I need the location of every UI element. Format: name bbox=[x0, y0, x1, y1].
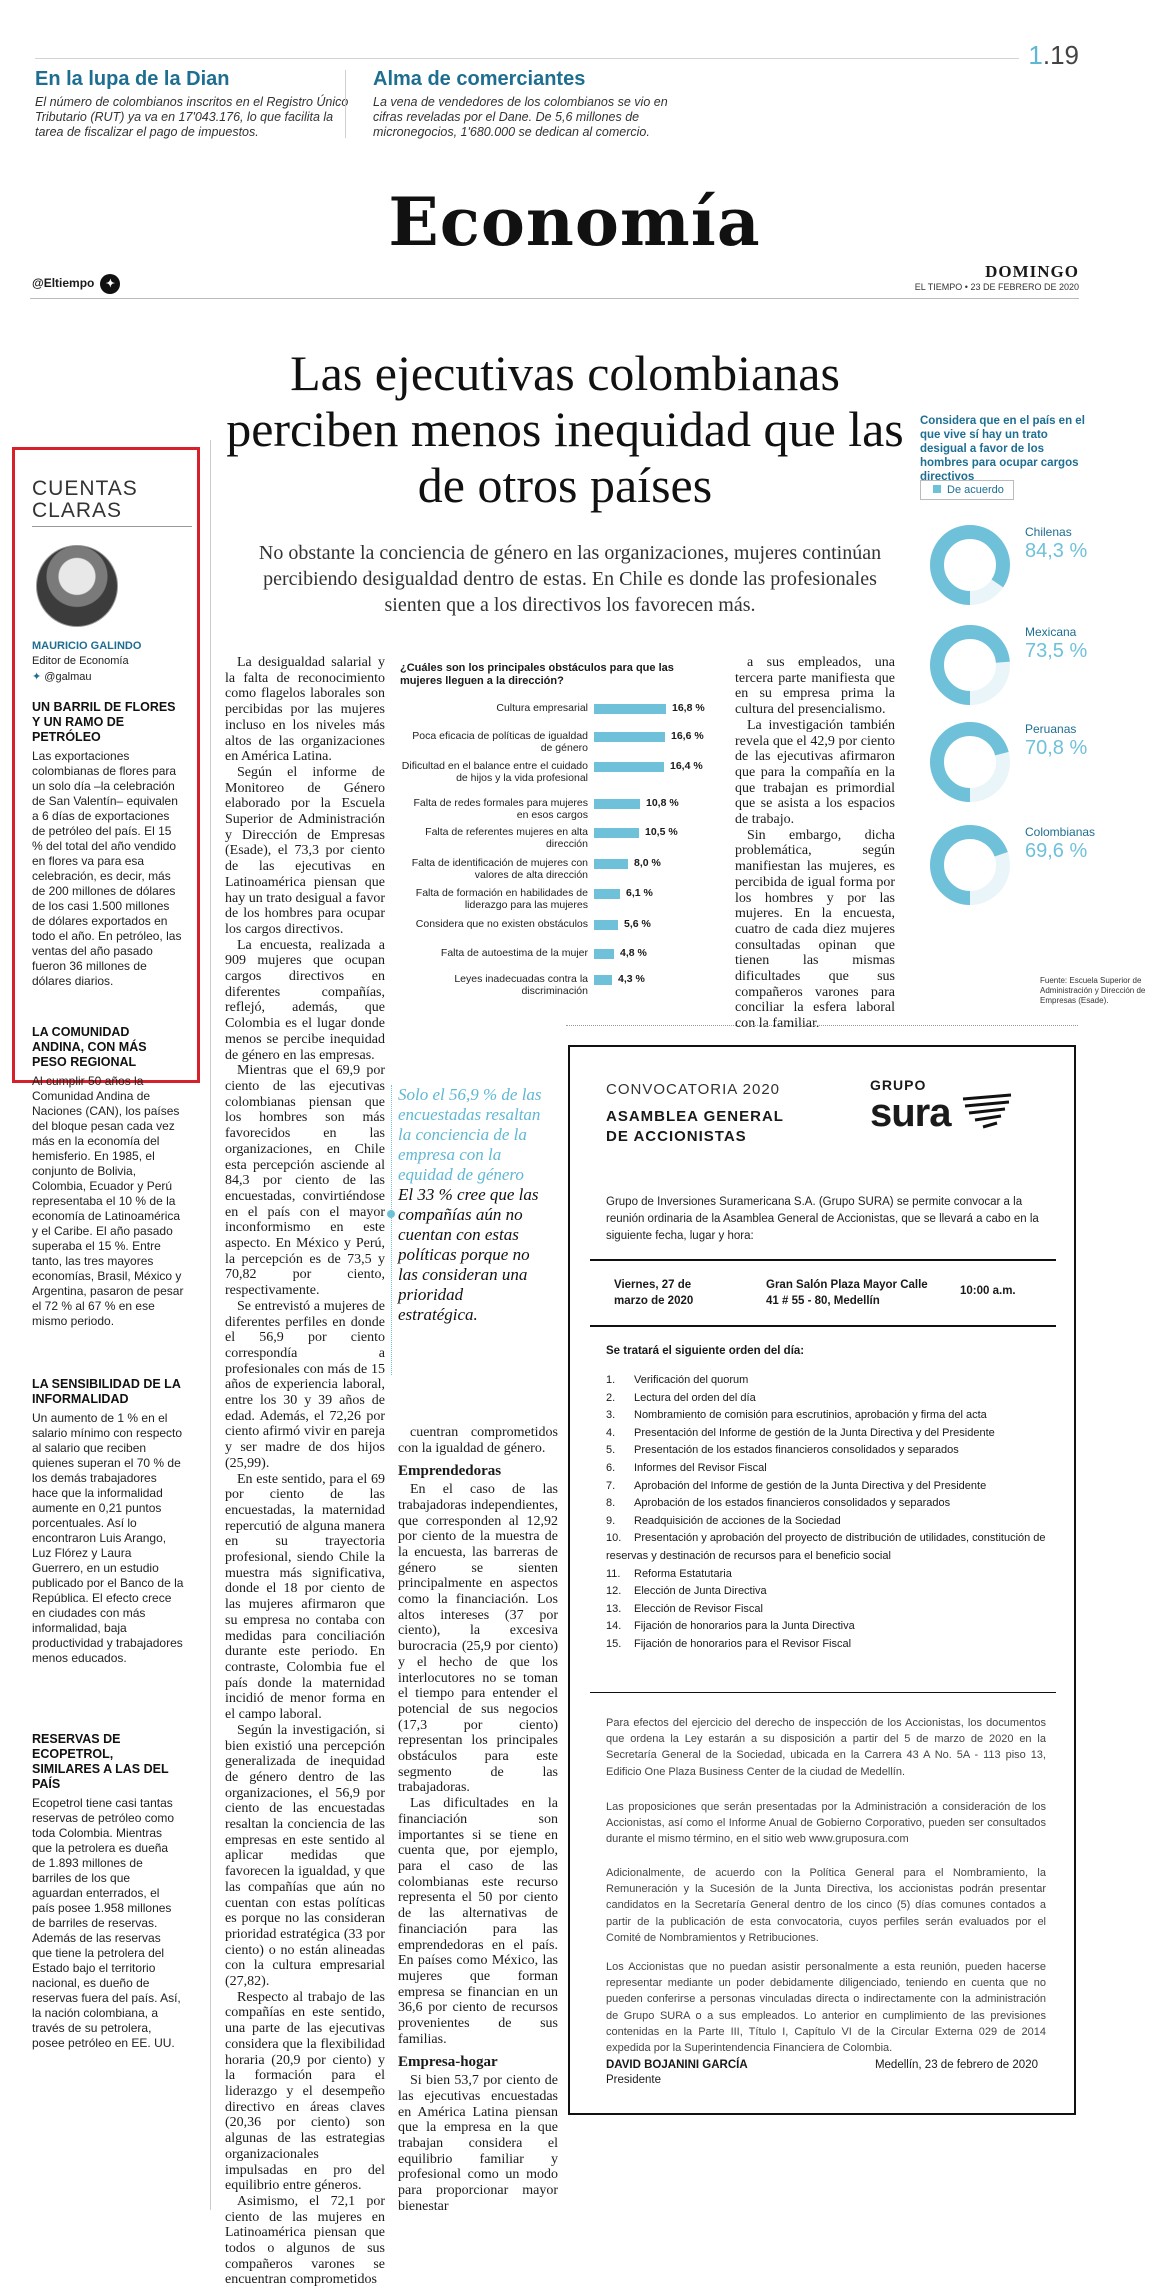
bar-label: Dificultad en el balance entre el cuidado de hijos y la vida profesional bbox=[401, 760, 588, 784]
agenda-item-text: Aprobación de los estados financieros consolidados y separados bbox=[634, 1497, 951, 1510]
agenda-item-text: Nombramiento de comisión para escrutinios, aprobación y firma del acta bbox=[634, 1409, 987, 1422]
agenda-item-number: 15. bbox=[606, 1637, 622, 1650]
article-column-1 bbox=[225, 655, 385, 2288]
teaser-text: La vena de vendedores de los colombianos se vio en cifras reveladas por el Dane. De 5,6 millones de micronegocios, 1'680.000 se dedican al comercio. bbox=[373, 95, 668, 139]
bar bbox=[594, 704, 666, 714]
article-paragraph: Si bien 53,7 por ciento de las ejecutivas encuestadas en América Latina piensan que la empresa en la que trabajan considera el equilibrio familiar y profesional como un modo para proporcionar mayor bienestar bbox=[398, 2073, 558, 2214]
bar-label: Falta de formación en habilidades de liderazgo para las mujeres bbox=[415, 887, 588, 911]
twitter-icon: ✦ bbox=[100, 274, 120, 294]
agenda-item-number: 2. bbox=[606, 1391, 616, 1404]
article-paragraph: Se entrevistó a mujeres de diferentes perfiles en donde el 56,9 por ciento correspondía a profesionales con más de 15 años de experiencia laboral, entre los 30 y 39 años de edad. Además, el 72,26 por ciento afirmó vivir en pareja y ser madre de dos hijos (25,99). bbox=[225, 1298, 385, 1471]
agenda-item bbox=[606, 1460, 1056, 1478]
teaser-text: El número de colombianos inscritos en el Registro Único Tributario (RUT) ya va en 17'043.176, lo que facilita la tarea de fiscalizar el pago de impuestos. bbox=[35, 95, 349, 139]
agenda-item-text: Verificación del quorum bbox=[634, 1374, 749, 1386]
bar-value-label: 10,5 % bbox=[645, 826, 678, 838]
article-paragraph: Según la investigación, si bien existió una percepción generalizada de inequidad de género dentro de las organizaciones, el 56,9 por ciento de las encuestadas resaltan la conciencia de las empresas en este sentido al aplicar medidas que favorecen la igualdad, y que las compañías que aún no cuentan con estas políticas es porque no las consideran prioridad estratégica (33 por ciento) o no están alineadas con la cultura empresarial (27,82). bbox=[225, 1722, 385, 1990]
teaser-divider bbox=[345, 70, 346, 138]
agenda-item-number: 5. bbox=[606, 1444, 616, 1457]
article-paragraph: Respecto al trabajo de las compañías en este sentido, una parte de las ejecutivas considera que la flexibilidad horaria (20,9 por ciento) y la formación para el liderazgo y el desempeño directivo en áreas claves (20,36 por ciento) son algunas de las estrategias organizacionales impulsadas en pro del equilibrio entre géneros. bbox=[225, 1989, 385, 2194]
ad-rule bbox=[590, 1692, 1056, 1693]
author-twitter[interactable]: ✦ @galmau bbox=[32, 671, 92, 683]
page-number: 1.19 bbox=[1028, 40, 1079, 70]
bar bbox=[594, 920, 618, 930]
subhead-emprendedoras: Emprendedoras bbox=[398, 1463, 502, 1480]
agenda-item bbox=[606, 1495, 1056, 1513]
bar-row bbox=[400, 887, 720, 913]
bar-label: Falta de identificación de mujeres con valores de alta dirección bbox=[411, 857, 588, 881]
agenda-item-text: Elección de Revisor Fiscal bbox=[634, 1602, 763, 1615]
agenda-item bbox=[606, 1442, 1056, 1460]
agenda-item bbox=[606, 1513, 1056, 1531]
bar-row bbox=[400, 702, 720, 728]
article-paragraph: La desigualdad salarial y la falta de reconocimiento como flagelos laborales son percibidas por las mujeres incluso en los niveles más altos de las organizaciones en América Latina. bbox=[225, 655, 385, 765]
agenda-item-text: Fijación de honorarios para el Revisor Fiscal bbox=[634, 1637, 852, 1650]
bar-row bbox=[400, 826, 720, 852]
twitter-icon: ✦ bbox=[32, 671, 45, 683]
article-column-2 bbox=[398, 1425, 558, 2214]
ad-paragraph: Para efectos del ejercicio del derecho de inspección de los Accionistas, los documentos que ordena la Ley estarán a su disposición a partir del 5 de marzo de 2020 en la Secretaría General de la Sociedad, ubicada en la Carrera 43 A No. 5A - 113 piso 13, Edificio One Plaza Business Center de la ciudad de Medellín. bbox=[606, 1717, 1046, 1778]
column-item-text: Las exportaciones colombianas de flores para un solo día –la celebración de San Valentín– equivalen a 6 días de exportaciones de petróleo del país. El 15 % del total del año vendido en flores va para esa celebración, es decir, más de 200 millones de dólares de los casi 1.500 millones de dólares exportados en todo el año. En petróleo, las ventas del año pasado fueron 36 millones de dólares diarios. bbox=[32, 749, 182, 988]
agenda-item-number: 10. bbox=[606, 1532, 622, 1545]
event-date: Viernes, 27 de marzo de 2020 bbox=[614, 1279, 694, 1307]
donut-colombianas bbox=[915, 810, 1025, 920]
article-paragraph: Sin embargo, dicha problemática, según manifiestan las mujeres, es percibida de igual forma por los hombres y por las mujeres. En la encuesta, cuatro de cada diez mujeres consultadas opinan que tienen las mismas dificultades que sus compañeros varones para conciliar la esfera laboral con la familiar. bbox=[735, 827, 895, 1032]
teaser-title: En la lupa de la Dian bbox=[35, 68, 230, 90]
bar-chart-title: ¿Cuáles son los principales obstáculos para que las mujeres lleguen a la dirección? bbox=[400, 662, 674, 687]
agenda-item-text: Aprobación del Informe de gestión de la Junta Directiva y del Presidente bbox=[634, 1479, 987, 1492]
event-time: 10:00 a.m. bbox=[960, 1285, 1016, 1297]
agenda-item-number: 8. bbox=[606, 1497, 616, 1510]
agenda-item-number: 3. bbox=[606, 1409, 616, 1422]
ad-asamblea: ASAMBLEA GENERAL DE ACCIONISTAS bbox=[606, 1108, 784, 1145]
agenda-heading: Se tratará el siguiente orden del día: bbox=[606, 1345, 805, 1357]
column-rule bbox=[32, 526, 192, 527]
bar bbox=[594, 732, 665, 742]
agenda-item bbox=[606, 1425, 1056, 1443]
bar-value-label: 4,3 % bbox=[618, 973, 645, 985]
weekday: DOMINGO bbox=[985, 262, 1079, 281]
subheadline: No obstante la conciencia de género en las organizaciones, mujeres continúan percibiendo desigualdad dentro de estas. En Chile es donde las profesionales sienten que a los directivos los favorecen más. bbox=[258, 542, 882, 616]
column-item-title: RESERVAS DE ECOPETROL, SIMILARES A LAS DEL PAÍS bbox=[32, 1732, 169, 1791]
bar-value-label: 8,0 % bbox=[634, 857, 661, 869]
bar-row bbox=[400, 797, 720, 823]
article-paragraph: En el caso de las trabajadoras independientes, que corresponden al 12,92 por ciento de la muestra de la encuesta, las barreras de género se sienten principalmente en aspectos como la financiación. Los altos intereses (37 por ciento), la excesiva burocracia (25,9 por ciento) y el hecho de que los interlocutores no se toman el tiempo para entender el potencial de sus negocios (17,3 por ciento) representan los principales obstáculos para este segmento de las trabajadoras. bbox=[398, 1482, 558, 1796]
chart-source: Fuente: Escuela Superior de Administración y Dirección de Empresas (Esade). bbox=[1040, 976, 1146, 1005]
advertisement[interactable] bbox=[568, 1045, 1076, 2115]
date-line: EL TIEMPO • 23 DE FEBRERO DE 2020 bbox=[914, 282, 1079, 292]
ad-top-rule bbox=[566, 1025, 1078, 1026]
agenda-item bbox=[606, 1407, 1056, 1425]
column-item-text: Ecopetrol tiene casi tantas reservas de petróleo como toda Colombia. Mientras que la petrolera es dueña de 1.893 millones de barriles de los que aguardan enterrados, el país posee 1.958 millones de barriles de reservas. Además de las reservas que tiene la petrolera del Estado bajo el territorio nacional, es dueño de reservas fuera del país. Así, la nación colombiana, a través de su petrolera, posee petróleo en EE. UU. bbox=[32, 1796, 181, 2050]
donut-chilenas bbox=[915, 510, 1025, 620]
bar-value-label: 5,6 % bbox=[624, 918, 651, 930]
ad-intro: Grupo de Inversiones Suramericana S.A. (Grupo SURA) se permite convocar a la reunión ordinaria de la Asamblea General de Accionistas, que se llevará a cabo en la siguiente fecha, lugar y hora: bbox=[606, 1196, 1039, 1242]
article-paragraph: En este sentido, para el 69 por ciento de las encuestadas, la maternidad repercutió de alguna manera en su trayectoria profesional, siendo Chile la muestra más significativa, donde el 18 por ciento de las mujeres afirmaron que su empresa no contaba con medidas para conciliación durante este periodo. En contraste, Colombia fue el país donde la maternidad incidió de menor forma en el campo laboral. bbox=[225, 1471, 385, 1723]
bar-value-label: 6,1 % bbox=[626, 887, 653, 899]
agenda-item-number: 9. bbox=[606, 1514, 616, 1527]
agenda-item-text: Readquisición de acciones de la Sociedad bbox=[634, 1514, 841, 1527]
donut-value: 70,8 % bbox=[1025, 737, 1088, 759]
ad-paragraph: Adicionalmente, de acuerdo con la Política General para el Nombramiento, la Remuneración y la Sucesión de la Junta Directiva, los accionistas podrán presentar candidatos en la Secretaría General dentro de los cinco (5) días comunes contados a partir de la publicación de esta convocatoria, cuyos perfiles serán evaluados por el Comité de Nombramientos y Retribuciones. bbox=[606, 1867, 1046, 1944]
bar-value-label: 16,8 % bbox=[672, 702, 705, 714]
bar bbox=[594, 889, 620, 899]
bar bbox=[594, 828, 639, 838]
agenda-item-text: Reforma Estatutaria bbox=[634, 1567, 732, 1580]
signer-name: DAVID BOJANINI GARCÍA bbox=[606, 2059, 748, 2071]
bar-label: Falta de referentes mujeres en alta dirección bbox=[425, 826, 588, 850]
column-item-title: LA COMUNIDAD ANDINA, CON MÁS PESO REGIONAL bbox=[32, 1025, 147, 1069]
donut-label: Chilenas bbox=[1025, 525, 1072, 539]
donut-mexicana bbox=[915, 610, 1025, 720]
bar-value-label: 16,4 % bbox=[670, 760, 703, 772]
agenda-item-number: 11. bbox=[606, 1567, 621, 1580]
pull-quote bbox=[398, 1085, 543, 1325]
column-item bbox=[32, 1732, 184, 2051]
ad-paragraph: Las proposiciones que serán presentadas por la Administración a consideración de los Accionistas, así como el Informe Anual de Gobierno Corporativo, pueden ser consultados durante el mismo término, en el sitio web www.gruposura.com bbox=[606, 1801, 1046, 1846]
event-place: Gran Salón Plaza Mayor Calle 41 # 55 - 80, Medellín bbox=[766, 1279, 928, 1307]
sura-logo: GRUPO sura bbox=[870, 1077, 1040, 1133]
subhead-empresa-hogar: Empresa-hogar bbox=[398, 2054, 498, 2071]
agenda-item-number: 1. bbox=[606, 1374, 616, 1386]
bar bbox=[594, 949, 614, 959]
bar-label: Cultura empresarial bbox=[496, 702, 588, 714]
agenda-list bbox=[606, 1372, 1056, 1654]
bar bbox=[594, 762, 664, 772]
donut-value: 69,6 % bbox=[1025, 840, 1088, 862]
bar-row bbox=[400, 947, 720, 973]
column-item-text: Al cumplir 50 años la Comunidad Andina de Naciones (CAN), los países del bloque pesan cada vez más en la economía del hemisferio. En 1985, el conjunto de Bolivia, Colombia, Ecuador y Perú representaba el 10 % de la economía de Latinoamérica y el Caribe. El año pasado superaba el 15 %. Entre tanto, las tres mayores economías, Brasil, México y Argentina, pasaron de pesar el 72 % al 67 % en ese mismo periodo. bbox=[32, 1074, 184, 1328]
ad-convocatoria: CONVOCATORIA 2020 bbox=[606, 1081, 781, 1098]
avatar bbox=[36, 545, 118, 627]
headline: Las ejecutivas colombianas perciben menos inequidad que las de otros países bbox=[226, 345, 904, 513]
donut-value: 73,5 % bbox=[1025, 640, 1088, 662]
column-item bbox=[32, 1025, 184, 1329]
pull-quote-text: El 33 % cree que las compañías aún no cuentan con estas políticas porque no las consideran una prioridad estratégica. bbox=[398, 1185, 539, 1324]
donut-peruanas bbox=[915, 707, 1025, 817]
top-rule bbox=[35, 58, 1019, 59]
article-paragraph: cuentran comprometidos con la igualdad de género. bbox=[398, 1425, 558, 1456]
date-block bbox=[915, 262, 1079, 292]
ad-paragraph: Los Accionistas que no puedan asistir personalmente a esta reunión, pueden hacerse representar mediante un poder debidamente diligenciado, teniendo en cuenta que no pueden conferirse a personas vinculadas directa o indirectamente con la administración de Grupo SURA o a sus empleados. Lo anterior en cumplimiento de las previsiones contenidas en la Parte III, Título I, Capítulo VI de la Circular Externa 029 de 2014 expedida por la Superintendencia Financiera de Colombia. bbox=[606, 1961, 1046, 2055]
column-item bbox=[32, 1377, 184, 1666]
signer-role: Presidente bbox=[606, 2074, 661, 2086]
agenda-item bbox=[606, 1618, 1056, 1636]
author-role: Editor de Economía bbox=[32, 655, 129, 667]
teaser-comerciantes[interactable] bbox=[373, 68, 693, 140]
agenda-item-number: 14. bbox=[606, 1620, 622, 1633]
bar-label: Considera que no existen obstáculos bbox=[415, 918, 588, 930]
legend-swatch bbox=[933, 485, 941, 493]
agenda-item-text: Elección de Junta Directiva bbox=[634, 1585, 767, 1598]
agenda-item bbox=[606, 1372, 1056, 1390]
column-divider bbox=[210, 440, 211, 2210]
column-item bbox=[32, 700, 184, 989]
donut-label: Colombianas bbox=[1025, 825, 1096, 839]
agenda-item bbox=[606, 1601, 1056, 1619]
pull-quote-highlight: Solo el 56,9 % de las encuestadas resaltan la conciencia de la empresa con la equidad de género bbox=[398, 1085, 542, 1184]
agenda-item-number: 7. bbox=[606, 1479, 616, 1492]
donut-legend: De acuerdo bbox=[920, 480, 1014, 500]
agenda-item-text: Fijación de honorarios para la Junta Directiva bbox=[634, 1620, 855, 1633]
teaser-title: Alma de comerciantes bbox=[373, 68, 586, 90]
agenda-item-number: 13. bbox=[606, 1602, 622, 1615]
bar-label: Falta de redes formales para mujeres en esos cargos bbox=[413, 797, 588, 821]
sura-wings-icon bbox=[961, 1093, 1013, 1129]
agenda-item-text: Lectura del orden del día bbox=[634, 1391, 756, 1404]
column-item-title: LA SENSIBILIDAD DE LA INFORMALIDAD bbox=[32, 1377, 181, 1406]
agenda-item bbox=[606, 1390, 1056, 1408]
agenda-item-number: 6. bbox=[606, 1461, 616, 1474]
bar-value-label: 10,8 % bbox=[646, 797, 679, 809]
article-paragraph: Las dificultades en la financiación son importantes si se tiene en cuenta que, por ejemplo, para el caso de las colombianas este recurso representa el 50 por ciento de las alternativas de financiación para las emprendedoras en el país. En países como México, las mujeres que forman empresa se financian en un 36,6 por ciento de recursos provenientes de sus familias. bbox=[398, 1796, 558, 2047]
bar bbox=[594, 799, 640, 809]
bar-value-label: 4,8 % bbox=[620, 947, 647, 959]
agenda-item-text: Informes del Revisor Fiscal bbox=[634, 1461, 767, 1474]
donut-label: Peruanas bbox=[1025, 722, 1077, 736]
bar-row bbox=[400, 857, 720, 883]
article-column-3 bbox=[735, 655, 895, 1032]
agenda-item bbox=[606, 1636, 1056, 1654]
teaser-dian[interactable] bbox=[35, 68, 355, 140]
agenda-item-text: Presentación y aprobación del proyecto de distribución de utilidades, constitución de reservas y destinación de recursos para el beneficio social bbox=[606, 1532, 1046, 1562]
bar-label: Poca eficacia de políticas de igualdad de género bbox=[412, 730, 588, 754]
bar-label: Falta de autoestima de la mujer bbox=[440, 947, 588, 959]
agenda-item-number: 4. bbox=[606, 1426, 616, 1439]
column-item-text: Un aumento de 1 % en el salario mínimo con respecto al salario que reciben quienes superan el 70 % de los demás trabajadores hace que la informalidad aumente en 0,21 puntos porcentuales. Así lo encontraron Luis Arango, Luz Flórez y Laura Guerrero, en un estudio publicado por el Banco de la República. El efecto crece en ciudades con más informalidad, baja productividad y trabajadores menos educados. bbox=[32, 1411, 184, 1665]
agenda-item bbox=[606, 1566, 1056, 1584]
author-name: MAURICIO GALINDO bbox=[32, 640, 142, 652]
quote-dot bbox=[387, 1210, 395, 1218]
agenda-item-number: 12. bbox=[606, 1585, 622, 1598]
agenda-item-text: Presentación del Informe de gestión de la Junta Directiva y del Presidente bbox=[634, 1426, 995, 1439]
article-paragraph: Asimismo, el 72,1 por ciento de las mujeres en Latinoamérica piensan que todos o algunos de sus compañeros varones se encuentran comprometidos bbox=[225, 2193, 385, 2288]
bar-row bbox=[400, 730, 720, 756]
donut-chart-title: Considera que en el país en el que vive sí hay un trato desigual a favor de los hombres para ocupar cargos directivos bbox=[920, 415, 1085, 483]
social-handle[interactable]: @Eltiempo ✦ bbox=[32, 274, 120, 294]
column-item-title: UN BARRIL DE FLORES Y UN RAMO DE PETRÓLEO bbox=[32, 700, 176, 744]
agenda-item bbox=[606, 1478, 1056, 1496]
article-paragraph: La investigación también revela que el 42,9 por ciento de las ejecutivas afirmaron que para la compañía en la que trabajan es primordial que se asista a los espacios de trabajo. bbox=[735, 717, 895, 828]
article-paragraph: a sus empleados, una tercera parte manifiesta que en su empresa prima la cultura del presencialismo. bbox=[735, 655, 895, 718]
bar-row bbox=[400, 973, 720, 999]
article-paragraph: Según el informe de Monitoreo de Género elaborado por la Escuela Superior de Administración y Dirección de Empresas (Esade), el 73,3 por ciento de las ejecutivas en Latinoamérica piensan que hay un trato desigual a favor de los hombres para ocupar los cargos directivos. bbox=[225, 764, 385, 937]
column-label: CUENTAS CLARAS bbox=[32, 477, 138, 522]
bar-label: Leyes inadecuadas contra la discriminación bbox=[454, 973, 588, 997]
quote-rule bbox=[391, 1085, 392, 1375]
place-date: Medellín, 23 de febrero de 2020 bbox=[874, 2059, 1038, 2071]
agenda-item-text: Presentación de los estados financieros consolidados y separados bbox=[634, 1444, 959, 1457]
bar bbox=[594, 975, 612, 985]
agenda-item bbox=[606, 1583, 1056, 1601]
bar bbox=[594, 859, 628, 869]
article-paragraph: Mientras que el 69,9 por ciento de las ejecutivas colombianas piensan que los hombres son más favorecidos en las organizaciones, en Chile esta percepción asciende al 84,3 por ciento de las encuestadas, convirtiéndose en el país con el mayor inconformismo en este aspecto. En México y Perú, la percepción es de 73,5 y 70,82 por ciento, respectivamente. bbox=[225, 1063, 385, 1299]
article-paragraph: La encuesta, realizada a 909 mujeres que ocupan cargos directivos en diferentes compañías, reflejó, además, que Colombia es el lugar donde menos se percibe inequidad de género en las empresas. bbox=[225, 937, 385, 1063]
bar-row bbox=[400, 760, 720, 786]
bar-row bbox=[400, 918, 720, 944]
donut-value: 84,3 % bbox=[1025, 540, 1088, 562]
section-title: Economía bbox=[388, 183, 761, 261]
bar-value-label: 16,6 % bbox=[671, 730, 704, 742]
donut-label: Mexicana bbox=[1025, 625, 1077, 639]
header-rule bbox=[30, 298, 1079, 299]
agenda-item bbox=[606, 1530, 1056, 1565]
event-details bbox=[590, 1259, 1056, 1327]
